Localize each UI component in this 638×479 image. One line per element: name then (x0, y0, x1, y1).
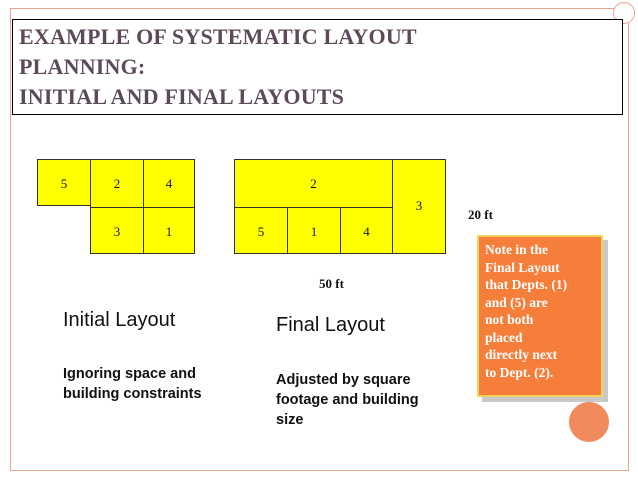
final-description-line-1: Adjusted by square (276, 372, 411, 388)
initial-dept-3: 3 (90, 207, 144, 254)
final-dept-5: 5 (234, 207, 288, 254)
slide-title (12, 19, 623, 115)
final-dept-3: 3 (392, 159, 446, 254)
initial-dept-4: 4 (143, 159, 195, 208)
final-dept-2: 2 (234, 159, 393, 208)
note-line-6: placed (485, 329, 523, 345)
note-line-3: that Depts. (1) (485, 277, 568, 292)
initial-layout-caption: Initial Layout (63, 309, 176, 331)
title-line-2: PLANNING: (19, 54, 146, 79)
note-line-2: Final Layout (485, 259, 560, 275)
final-height-label: 20 ft (468, 207, 493, 222)
decorative-circle-bottom (569, 402, 609, 442)
final-dept-4: 4 (340, 207, 393, 254)
initial-description-line-1: Ignoring space and (63, 366, 196, 382)
note-line-4: and (5) are (485, 294, 548, 310)
final-dept-1: 1 (287, 207, 341, 254)
initial-description-line-2: building constraints (63, 386, 202, 402)
final-width-label: 50 ft (319, 276, 344, 291)
initial-dept-2: 2 (90, 159, 144, 208)
final-layout-caption: Final Layout (276, 314, 385, 336)
title-line-1: EXAMPLE OF SYSTEMATIC LAYOUT (19, 24, 417, 49)
initial-layout-description (63, 364, 202, 404)
final-description-line-2: footage and building (276, 392, 419, 408)
final-description-line-3: size (276, 412, 304, 428)
initial-dept-5: 5 (37, 159, 91, 206)
final-layout-description (276, 370, 419, 430)
note-line-5: not both (485, 312, 534, 327)
note-line-8: to Dept. (2). (485, 364, 554, 380)
note-callout (477, 235, 603, 397)
initial-dept-1: 1 (143, 207, 195, 254)
note-line-7: directly next (485, 347, 558, 362)
title-line-3: INITIAL AND FINAL LAYOUTS (19, 84, 345, 109)
note-line-1: Note in the (485, 242, 548, 257)
